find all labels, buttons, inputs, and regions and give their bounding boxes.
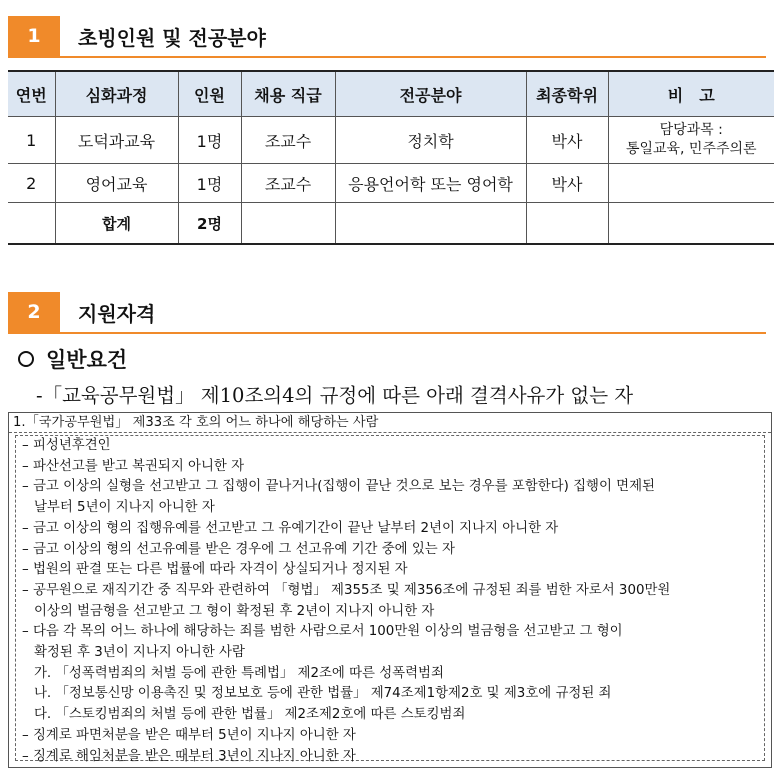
circle-bullet-icon (18, 351, 34, 367)
general-requirements-line: -「교육공무원법」 제10조의4의 규정에 따른 아래 결격사유가 없는 자 (36, 384, 634, 407)
table-cell: 정치학 (335, 117, 526, 164)
list-item: 나. 「정보통신망 이용촉진 및 정보보호 등에 관한 법률」 제74조제1항제2호 및 제3호에 규정된 죄 (34, 686, 612, 702)
list-item: 이상의 벌금형을 선고받고 그 형이 확정된 후 2년이 지나지 아니한 자 (34, 603, 435, 619)
list-item: 확정된 후 3년이 지나지 아니한 사람 (34, 645, 245, 661)
header-cell: 연번 (8, 71, 55, 117)
table-cell: 도덕과교육 (55, 117, 178, 164)
hiring-table (8, 70, 774, 245)
total-count: 2명 (178, 203, 241, 245)
total-label: 합계 (55, 203, 178, 245)
list-item: – 징계로 해임처분을 받은 때부터 3년이 지나지 아니한 자 (22, 748, 356, 764)
section-2-number: 2 (8, 292, 60, 332)
table-cell: 영어교육 (55, 164, 178, 203)
list-item: – 다음 각 목의 어느 하나에 해당하는 죄를 범한 사람으로서 100만원 이상의 벌금형을 선고받고 그 형이 (22, 624, 623, 640)
header-cell: 비 고 (608, 71, 774, 117)
table-cell (335, 203, 526, 245)
section-1-title: 초빙인원 및 전공분야 (78, 25, 266, 50)
table-cell (241, 203, 335, 245)
table-header-row (8, 71, 774, 117)
section-2-title: 지원자격 (78, 301, 156, 326)
list-item: – 법원의 판결 또는 다른 법률에 따라 자격이 상실되거나 정지된 자 (22, 562, 408, 578)
list-item: – 파산선고를 받고 복권되지 아니한 자 (22, 458, 245, 474)
header-cell: 인원 (178, 71, 241, 117)
general-requirements-title: 일반요건 (46, 347, 128, 372)
remark-cell (608, 117, 774, 164)
table-cell: 응용언어학 또는 영어학 (335, 164, 526, 203)
table-cell (8, 203, 55, 245)
list-item: 가. 「성폭력범죄의 처벌 등에 관한 특례법」 제2조에 따른 성폭력범죄 (34, 665, 444, 681)
table-cell: 1 (8, 117, 55, 164)
table-row (8, 117, 774, 164)
list-item: 다. 「스토킹범죄의 처벌 등에 관한 법률」 제2조제2호에 따른 스토킹범죄 (34, 707, 466, 723)
header-cell: 전공분야 (335, 71, 526, 117)
table-cell: 2 (8, 164, 55, 203)
general-requirements-heading (18, 344, 127, 374)
table-cell: 조교수 (241, 117, 335, 164)
list-item: 날부터 5년이 지나지 아니한 자 (34, 500, 215, 516)
table-cell (608, 164, 774, 203)
header-cell: 최종학위 (526, 71, 608, 117)
table-cell: 박사 (526, 117, 608, 164)
disqualification-box (8, 412, 772, 768)
section-1-number: 1 (8, 16, 60, 56)
disqualification-box-heading: 1.「국가공무원법」 제33조 각 호의 어느 하나에 해당하는 사람 (9, 413, 771, 433)
table-cell: 박사 (526, 164, 608, 203)
table-cell: 1명 (178, 117, 241, 164)
list-item: – 금고 이상의 형의 집행유예를 선고받고 그 유예기간이 끝난 날부터 2년이 지나지 아니한 자 (22, 520, 559, 536)
list-item: – 금고 이상의 형의 선고유예를 받은 경우에 그 선고유예 기간 중에 있는 자 (22, 541, 455, 557)
list-item: – 공무원으로 재직기간 중 직무와 관련하여 「형법」 제355조 및 제356조에 규정된 죄를 범한 자로서 300만원 (22, 582, 671, 598)
table-row (8, 164, 774, 203)
section-2-header (8, 292, 766, 332)
header-cell: 심화과정 (55, 71, 178, 117)
table-cell (608, 203, 774, 245)
remark-line: 통일교육, 민주주의론 (625, 141, 757, 157)
section-1-header (8, 16, 766, 56)
list-item: – 금고 이상의 실형을 선고받고 그 집행이 끝나거나(집행이 끝난 것으로 보는 경우를 포함한다) 집행이 면제된 (22, 479, 655, 495)
table-cell (526, 203, 608, 245)
header-cell: 채용 직급 (241, 71, 335, 117)
disqualification-list (15, 435, 765, 764)
section-2-divider (8, 332, 766, 334)
section-1-divider (8, 56, 766, 58)
remark-line: 담당과목 : (659, 122, 723, 138)
list-item: – 피성년후견인 (22, 438, 111, 453)
table-total-row (8, 203, 774, 245)
table-cell: 조교수 (241, 164, 335, 203)
table-cell: 1명 (178, 164, 241, 203)
list-item: – 징계로 파면처분을 받은 때부터 5년이 지나지 아니한 자 (22, 727, 356, 743)
